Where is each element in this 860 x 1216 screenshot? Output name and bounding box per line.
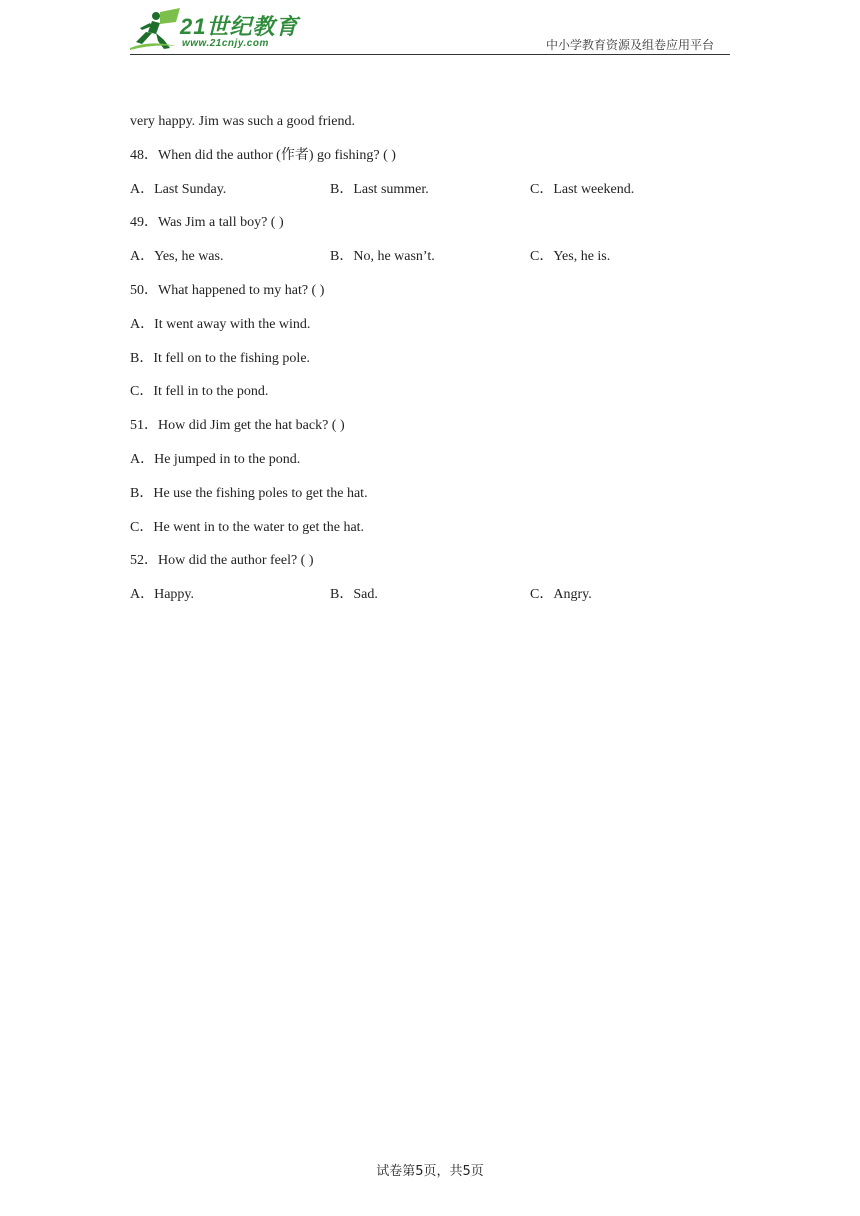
logo-url: www.21cnjy.com (182, 38, 269, 49)
option-a-row (130, 315, 730, 349)
question-48 (130, 146, 730, 180)
option-a-row (130, 450, 730, 484)
question-50 (130, 281, 730, 315)
option-a[interactable]: A．Last Sunday. (130, 181, 227, 197)
page-footer (0, 1160, 860, 1179)
question-stem: 50．What happened to my hat? ( ) (130, 282, 325, 298)
page-header (130, 8, 730, 56)
question-49 (130, 213, 730, 247)
page-number: 试卷第5页，共5页 (376, 1164, 484, 1179)
option-a[interactable]: A．He jumped in to the pond. (130, 451, 301, 467)
option-c-row (130, 382, 730, 416)
option-b-row (130, 484, 730, 518)
question-stem: 48．When did the author (作者) go fishing? ( ) (130, 147, 396, 163)
option-b[interactable]: B．No, he wasn’t. (330, 249, 435, 265)
options-49 (130, 247, 730, 281)
question-51 (130, 416, 730, 450)
header-divider (130, 54, 730, 55)
option-b[interactable]: B．It fell on to the fishing pole. (130, 350, 311, 366)
logo-text: 21世纪教育 (180, 14, 299, 39)
options-48 (130, 180, 730, 214)
question-stem: 52．How did the author feel? ( ) (130, 553, 314, 569)
option-c-row (130, 518, 730, 552)
option-c[interactable]: C．Yes, he is. (530, 249, 611, 265)
option-a[interactable]: A．Happy. (130, 587, 195, 603)
passage-tail (130, 112, 730, 146)
option-b[interactable]: B．Last summer. (330, 181, 429, 197)
platform-title: 中小学教育资源及组卷应用平台 (545, 38, 714, 52)
passage-text: very happy. Jim was such a good friend. (130, 114, 355, 129)
option-b[interactable]: B．Sad. (330, 587, 378, 603)
question-stem: 49．Was Jim a tall boy? ( ) (130, 215, 284, 231)
exam-content (130, 112, 730, 619)
site-logo[interactable] (130, 8, 300, 52)
option-b-row (130, 349, 730, 383)
option-b[interactable]: B．He use the fishing poles to get the hat. (130, 485, 368, 501)
option-a[interactable]: A．It went away with the wind. (130, 316, 311, 332)
option-a[interactable]: A．Yes, he was. (130, 249, 224, 265)
option-c[interactable]: C．He went in to the water to get the hat. (130, 519, 365, 535)
options-52 (130, 585, 730, 619)
option-c[interactable]: C．Last weekend. (530, 181, 635, 197)
option-c[interactable]: C．It fell in to the pond. (130, 384, 269, 400)
question-stem: 51．How did Jim get the hat back? ( ) (130, 418, 345, 434)
question-52 (130, 551, 730, 585)
option-c[interactable]: C．Angry. (530, 587, 592, 603)
runner-logo-icon (130, 8, 182, 52)
